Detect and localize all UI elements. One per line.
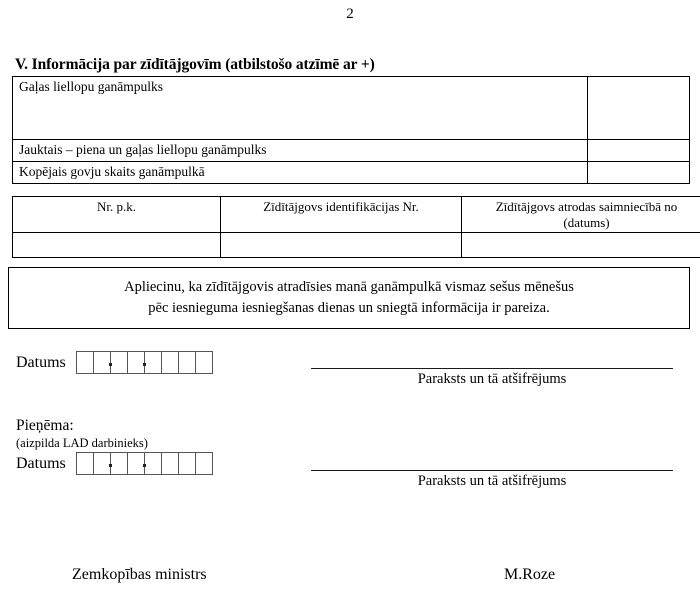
applicant-signature-block (311, 368, 673, 388)
table-row (13, 233, 700, 258)
date-cell[interactable] (77, 453, 94, 474)
herd-type-table (12, 76, 690, 184)
date-cell[interactable] (162, 453, 179, 474)
applicant-date-input[interactable] (76, 351, 213, 374)
cow-register-table (12, 196, 700, 258)
declaration-text (100, 277, 598, 319)
date-cell[interactable] (196, 352, 213, 373)
cell-identification[interactable] (221, 233, 462, 258)
page-number: 2 (346, 6, 354, 22)
date-cell[interactable] (94, 352, 111, 373)
receiver-signature-block (311, 470, 673, 490)
column-header-number: Nr. p.k. (13, 197, 221, 233)
date-cell[interactable] (179, 453, 196, 474)
applicant-signature-caption: Paraksts un tā atšifrējums (417, 371, 567, 387)
column-header-date-line1: Zīdītājgovs atrodas saimniecībā no (495, 199, 678, 214)
date-cell[interactable] (145, 453, 162, 474)
date-cell[interactable] (162, 352, 179, 373)
receiver-date-label: Datums (16, 454, 66, 472)
table-header-row (13, 197, 700, 233)
date-cell[interactable] (128, 352, 145, 373)
column-header-date-line2: (datums) (563, 214, 610, 230)
table-row (13, 140, 690, 162)
applicant-date-row (16, 351, 213, 374)
date-cell[interactable] (94, 453, 111, 474)
herd-row-label: Kopējais govju skaits ganāmpulkā (13, 162, 588, 184)
receiver-note: (aizpilda LAD darbinieks) (16, 436, 148, 450)
receiver-title: Pieņēma: (16, 417, 74, 434)
column-header-identification: Zīdītājgovs identifikācijas Nr. (221, 197, 462, 233)
receiver-signature-caption: Paraksts un tā atšifrējums (417, 473, 567, 489)
applicant-date-label: Datums (16, 353, 66, 371)
column-header-date (462, 197, 700, 233)
date-cell[interactable] (179, 352, 196, 373)
date-cell[interactable] (111, 352, 128, 373)
date-cell[interactable] (111, 453, 128, 474)
table-row (13, 162, 690, 184)
minister-name: M.Roze (504, 566, 556, 583)
herd-row-label: Jauktais – piena un gaļas liellopu ganāmpulks (13, 140, 588, 162)
date-cell[interactable] (77, 352, 94, 373)
declaration-line-2: pēc iesnieguma iesniegšanas dienas un sniegtā informācija ir pareiza. (148, 300, 550, 316)
herd-row-label: Gaļas liellopu ganāmpulks (13, 77, 588, 140)
cell-date[interactable] (462, 233, 700, 258)
date-cell[interactable] (145, 352, 162, 373)
herd-row-mark-cell[interactable] (588, 77, 690, 140)
herd-row-mark-cell[interactable] (588, 162, 690, 184)
herd-row-mark-cell[interactable] (588, 140, 690, 162)
table-row (13, 77, 690, 140)
declaration-box (8, 267, 690, 329)
cell-number[interactable] (13, 233, 221, 258)
declaration-line-1: Apliecinu, ka zīdītājgovis atradīsies manā ganāmpulkā vismaz sešus mēnešus (124, 278, 574, 295)
receiver-date-row (16, 452, 213, 475)
receiver-date-input[interactable] (76, 452, 213, 475)
date-cell[interactable] (196, 453, 213, 474)
section-heading: V. Informācija par zīdītājgovīm (atbilstošo atzīmē ar +) (15, 56, 375, 73)
date-cell[interactable] (128, 453, 145, 474)
minister-title: Zemkopības ministrs (72, 566, 207, 583)
